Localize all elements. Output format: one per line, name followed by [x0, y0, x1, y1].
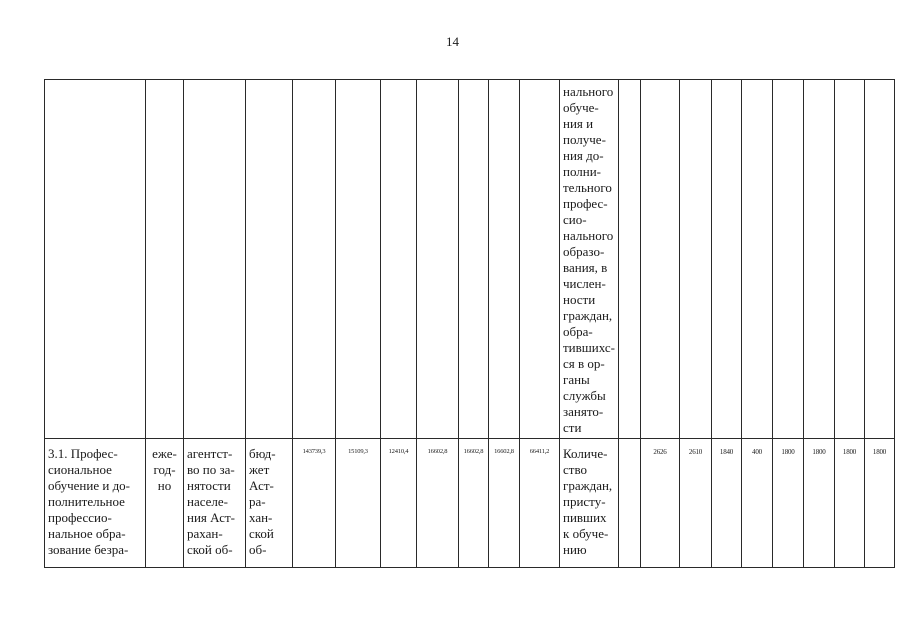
- table-cell: [835, 80, 865, 439]
- executor-cell: [184, 439, 246, 568]
- table-cell: [641, 80, 680, 439]
- target-value: 2610: [688, 448, 703, 456]
- table-row-3-1: [45, 439, 895, 568]
- table-cell: [489, 80, 520, 439]
- table-cell: [293, 80, 336, 439]
- target-value: 1800: [842, 448, 857, 456]
- amount-value: 66411,2: [529, 448, 550, 455]
- executor-text: агентст- во по за- нятости населе- ния Аст- рахан- ской об-: [187, 446, 235, 557]
- activity-name: 3.1. Профес- сиональное обучение и до- полнительное профессио- нальное обра- зование безра-: [48, 446, 131, 557]
- table-cell: [773, 80, 804, 439]
- table-cell: [804, 80, 835, 439]
- indicator-continuation-cell: [560, 80, 619, 439]
- amount-cell: [459, 439, 489, 568]
- target-cell: [773, 439, 804, 568]
- target-value: 400: [752, 448, 762, 456]
- table-cell: [712, 80, 742, 439]
- funding-source-text: бюд- жет Аст- ра- хан- ской об-: [249, 446, 276, 557]
- amount-cell: [417, 439, 459, 568]
- target-value: 1800: [872, 448, 887, 456]
- indicator-cell: [560, 439, 619, 568]
- funding-source-cell: [246, 439, 293, 568]
- table-cell: [184, 80, 246, 439]
- target-value: 1800: [781, 448, 795, 456]
- indicator-continuation-text: нального обуче- ния и получе- ния до- полни- тельного профес- сио- нального образо- вания, в числен- ности граждан, обра- тившихс- ся в ор- ганы службы занято- сти: [563, 84, 615, 435]
- amount-value: 16602,8: [494, 448, 514, 455]
- target-cell: [835, 439, 865, 568]
- page-number: 14: [446, 34, 459, 49]
- table-cell: [417, 80, 459, 439]
- amount-value: 16602,8: [427, 448, 448, 455]
- program-table: [44, 79, 895, 568]
- period-text: еже- год- но: [152, 446, 177, 493]
- table-cell: [246, 80, 293, 439]
- target-cell: [804, 439, 835, 568]
- table-cell: [742, 80, 773, 439]
- target-value: 1840: [719, 448, 734, 456]
- target-cell: [865, 439, 895, 568]
- table-cell: [865, 80, 895, 439]
- amount-value: 16602,8: [463, 448, 484, 455]
- table-cell: [146, 80, 184, 439]
- target-cell: [712, 439, 742, 568]
- table-cell: [680, 80, 712, 439]
- table-cell: [45, 80, 146, 439]
- table-cell: [381, 80, 417, 439]
- target-cell: [680, 439, 712, 568]
- amount-cell: [293, 439, 336, 568]
- amount-cell: [520, 439, 560, 568]
- indicator-text: Количе- ство граждан, присту- пивших к обуче- нию: [563, 446, 613, 557]
- period-cell: [146, 439, 184, 568]
- amount-cell: [336, 439, 381, 568]
- target-cell: [742, 439, 773, 568]
- table-cell: [459, 80, 489, 439]
- table-cell: [619, 439, 641, 568]
- target-value: 1800: [812, 448, 826, 456]
- amount-cell: [489, 439, 520, 568]
- table-cell: [520, 80, 560, 439]
- amount-value: 12410,4: [388, 448, 409, 455]
- amount-value: 15109,3: [348, 448, 368, 455]
- target-value: 2626: [653, 448, 667, 456]
- table-row-continuation: [45, 80, 895, 439]
- table-cell: [336, 80, 381, 439]
- amount-value: 143739,3: [302, 448, 326, 455]
- activity-name-cell: [45, 439, 146, 568]
- amount-cell: [381, 439, 417, 568]
- target-cell: [641, 439, 680, 568]
- table-cell: [619, 80, 641, 439]
